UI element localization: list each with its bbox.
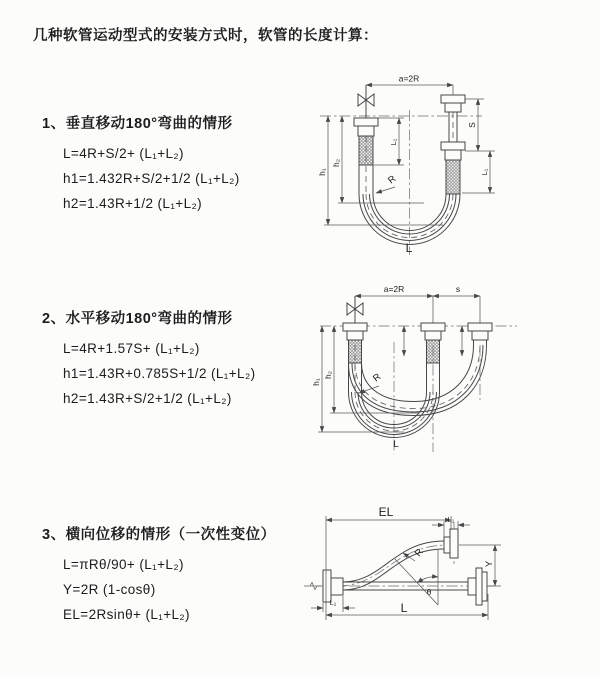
diagram-vertical-180-bend — [312, 72, 594, 267]
fixed-end-flange — [343, 323, 367, 363]
braid-section — [427, 340, 440, 363]
fixed-end-flange — [354, 118, 378, 165]
dimension-a2r — [355, 284, 480, 323]
dim-label-s: s — [455, 284, 461, 294]
dim-label-el: EL — [378, 505, 394, 519]
right-flange — [468, 568, 487, 605]
section-heading: 2、水平移动180°弯曲的情形 — [42, 311, 233, 327]
dim-label-h1: h₁ — [311, 378, 321, 386]
formula-line: L=πRθ/90+ (L₁+L₂) — [63, 557, 184, 572]
dim-label-l1: L₁ — [480, 168, 489, 176]
section-horizontal-movement — [42, 307, 255, 411]
formula-list — [63, 552, 276, 627]
dim-label-h1: h₁ — [317, 168, 327, 176]
dimension-h1-h2 — [317, 116, 443, 225]
dimension-l1-left — [311, 596, 355, 612]
braid-section — [446, 160, 460, 194]
radius-label: R — [371, 371, 384, 385]
hose-u-bend-position-b — [349, 345, 487, 416]
moving-end-flanges — [441, 95, 465, 194]
dim-label-a2r: a=2R — [398, 73, 420, 84]
formula-list — [63, 336, 255, 411]
dimension-a2r — [366, 74, 453, 96]
upper-flange — [444, 529, 458, 558]
dim-label-l: L — [400, 601, 408, 615]
valve-icon — [347, 296, 363, 323]
diagram-horizontal-180-bend — [312, 282, 597, 462]
braid-section — [349, 340, 362, 363]
dim-label-h2: h₂ — [323, 370, 333, 380]
valve-icon — [358, 85, 374, 118]
formula-line: EL=2Rsinθ+ (L₁+L₂) — [63, 607, 190, 622]
radius-callout — [359, 371, 383, 393]
formula-line: L=4R+S/2+ (L₁+L₂) — [63, 146, 184, 161]
dim-label-h2: h₂ — [331, 158, 341, 168]
dim-label-l1: L₁ — [389, 138, 398, 146]
dim-label-l1: L₁ — [329, 598, 337, 607]
formula-line: h2=1.43R+S/2+1/2 (L₁+L₂) — [63, 391, 232, 406]
angle-construction — [395, 550, 438, 605]
formula-line: h1=1.43R+0.785S+1/2 (L₁+L₂) — [63, 366, 256, 381]
formula-line: L=4R+1.57S+ (L₁+L₂) — [63, 341, 200, 356]
formula-line: h1=1.432R+S/2+1/2 (L₁+L₂) — [63, 171, 240, 186]
length-label: L — [393, 439, 399, 450]
braid-section — [359, 136, 373, 165]
dim-label-s: S — [467, 122, 477, 128]
formula-line: h2=1.43R+1/2 (L₁+L₂) — [63, 196, 203, 211]
formula-line: Y=2R (1-cosθ) — [63, 582, 156, 597]
dim-label-y: Y — [484, 560, 495, 568]
page-title: 几种软管运动型式的安装方式时，软管的长度计算： — [33, 28, 378, 44]
section-heading: 3、横向位移的情形（一次性变位） — [42, 527, 276, 543]
section-heading: 1、垂直移动180°弯曲的情形 — [42, 116, 233, 132]
dim-label-a2r: a=2R — [383, 284, 405, 294]
radius-label: R — [412, 546, 426, 559]
radius-label: R — [386, 173, 399, 187]
dimension-l — [326, 594, 488, 620]
formula-list — [63, 141, 240, 216]
moved-position-flange — [468, 323, 492, 345]
dimension-s — [462, 99, 495, 193]
length-label: L — [405, 241, 413, 255]
angle-label: θ — [426, 587, 432, 597]
section-lateral-displacement — [42, 523, 276, 627]
radius-callout — [376, 173, 398, 193]
diagram-lateral-displacement — [298, 498, 598, 643]
middle-position-flange — [421, 323, 445, 363]
dim-label-l1: L₁ — [447, 515, 455, 524]
section-vertical-movement — [42, 112, 240, 216]
